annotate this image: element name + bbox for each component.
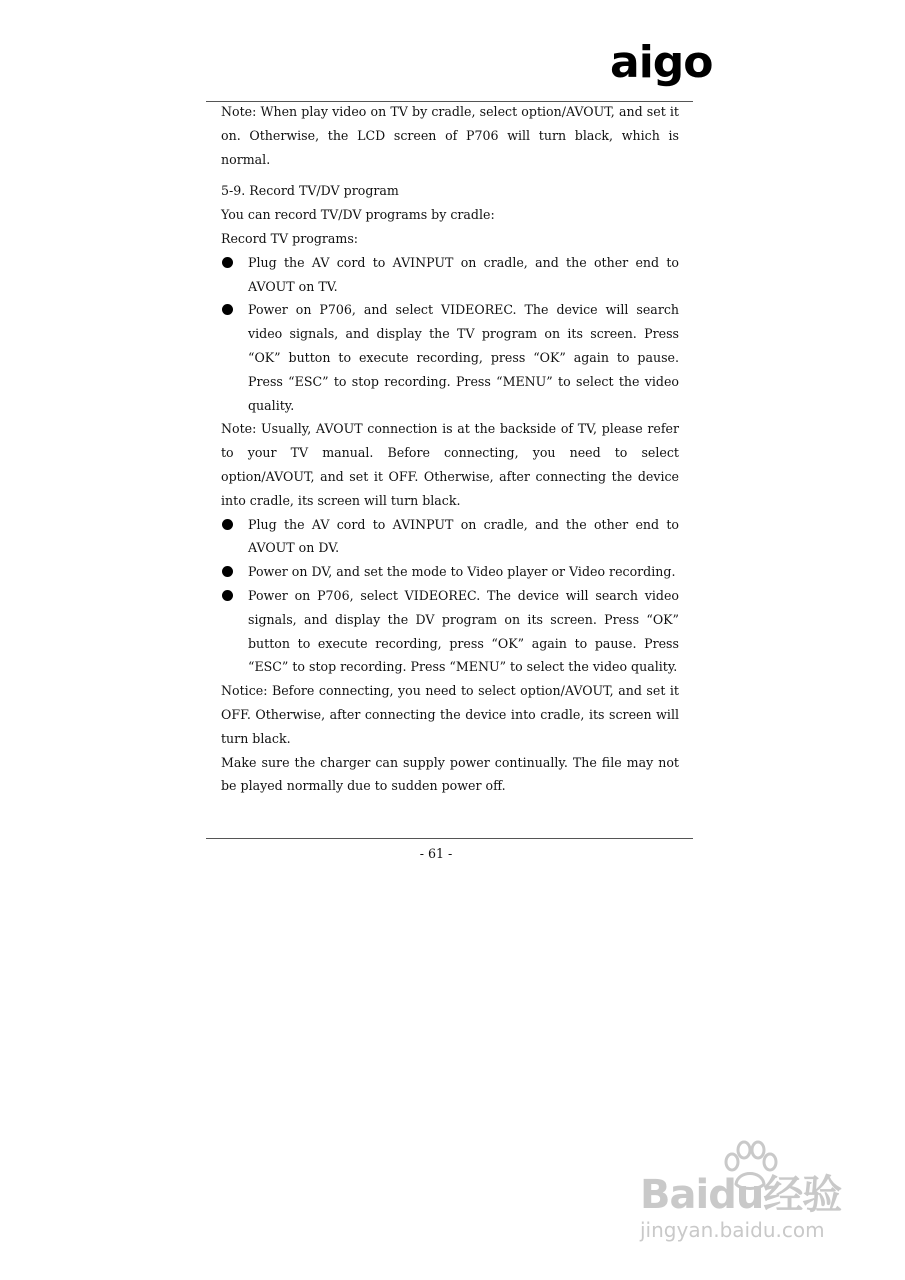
list-item-text: Power on P706, and select VIDEOREC. The device will search video signals, and display the TV program on its screen. Press “OK” button to execute recording, press “OK” again to pause. Press “ESC” to stop recording. Press “MENU” to select the video quality. — [248, 302, 679, 413]
note-paragraph: Note: Usually, AVOUT connection is at the backside of TV, please refer to your TV manual. Before connecting, you need to select option/AVOUT, and set it OFF. Otherwise, after connecting the device into cradle, its screen will turn black. — [221, 421, 679, 508]
bullet-icon — [222, 257, 233, 268]
bullet-icon — [222, 304, 233, 315]
list-item — [221, 298, 679, 417]
page-number: - 61 - — [419, 846, 453, 861]
intro-paragraph: You can record TV/DV programs by cradle: — [221, 207, 495, 223]
section-heading: 5-9. Record TV/DV program — [221, 183, 399, 199]
closing-paragraph: Make sure the charger can supply power continually. The file may not be played normally due to sudden power off. — [221, 754, 679, 794]
bullet-icon — [222, 519, 233, 530]
list-item-text: Power on P706, select VIDEOREC. The device will search video signals, and display the DV program on its screen. Press “OK” button to execute recording, press “OK” again to pause. Press “ESC” to stop recording. Press “MENU” to select the video quality. — [248, 587, 679, 675]
bullet-icon — [222, 566, 233, 577]
note-paragraph: Note: When play video on TV by cradle, select option/AVOUT, and set it on. Otherwise, the LCD screen of P706 will turn black, which is normal. — [221, 104, 679, 167]
watermark-url: jingyan.baidu.com — [640, 1218, 825, 1242]
baidu-watermark — [640, 1140, 855, 1250]
list-item — [221, 251, 679, 299]
list-item-text: Power on DV, and set the mode to Video player or Video recording. — [248, 564, 676, 580]
document-page — [206, 0, 713, 880]
list-item-text: Plug the AV cord to AVINPUT on cradle, and the other end to AVOUT on DV. — [248, 516, 679, 556]
page-body — [221, 100, 679, 798]
list-item — [221, 584, 679, 679]
notice-paragraph: Notice: Before connecting, you need to select option/AVOUT, and set it OFF. Otherwise, after connecting the device into cradle, its screen will turn black. — [221, 683, 679, 746]
footer-rule — [206, 838, 693, 839]
watermark-brand: Baidu经验 — [640, 1172, 842, 1218]
list-item — [221, 560, 679, 584]
aigo-logo: aigo — [610, 37, 713, 88]
list-item-text: Plug the AV cord to AVINPUT on cradle, and the other end to AVOUT on TV. — [248, 254, 679, 294]
list-item — [221, 513, 679, 561]
tv-subheading: Record TV programs: — [221, 230, 359, 246]
bullet-icon — [222, 590, 233, 601]
